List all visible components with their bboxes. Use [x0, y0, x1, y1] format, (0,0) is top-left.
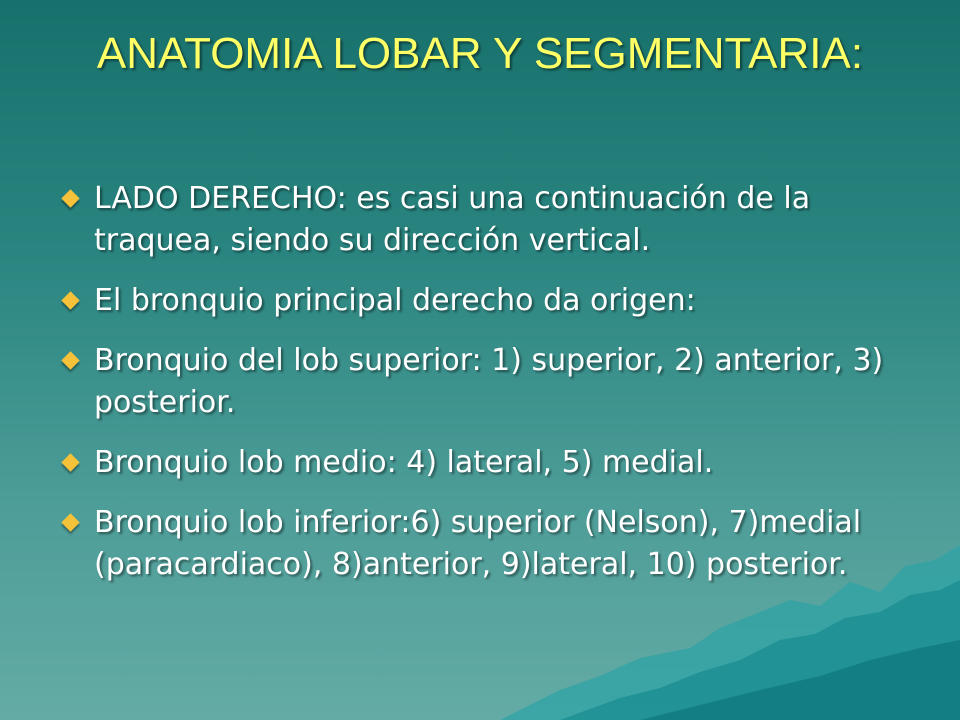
bullet-item: [58, 442, 908, 484]
bullet-item: [58, 280, 908, 322]
bullet-list: [58, 178, 908, 604]
bullet-item: [58, 502, 908, 586]
bullet-text: El bronquio principal derecho da origen:: [94, 283, 696, 318]
bullet-text: Bronquio del lob superior: 1) superior, 2) anterior, 3) posterior.: [94, 343, 884, 420]
diamond-bullet-icon: [61, 513, 79, 531]
slide-title: ANATOMIA LOBAR Y SEGMENTARIA:: [96, 29, 864, 78]
bullet-item: [58, 340, 908, 424]
bullet-item: [58, 178, 908, 262]
diamond-bullet-icon: [61, 453, 79, 471]
bullet-text: Bronquio lob inferior:6) superior (Nelson), 7)medial (paracardiaco), 8)anterior, 9)lateral, 10) posterior.: [94, 505, 862, 582]
diamond-bullet-icon: [61, 291, 79, 309]
diamond-bullet-icon: [61, 189, 79, 207]
bullet-text: Bronquio lob medio: 4) lateral, 5) medial.: [94, 445, 714, 480]
diamond-bullet-icon: [61, 351, 79, 369]
bullet-text: LADO DERECHO: es casi una continuación de la traquea, siendo su dirección vertical.: [94, 181, 811, 258]
